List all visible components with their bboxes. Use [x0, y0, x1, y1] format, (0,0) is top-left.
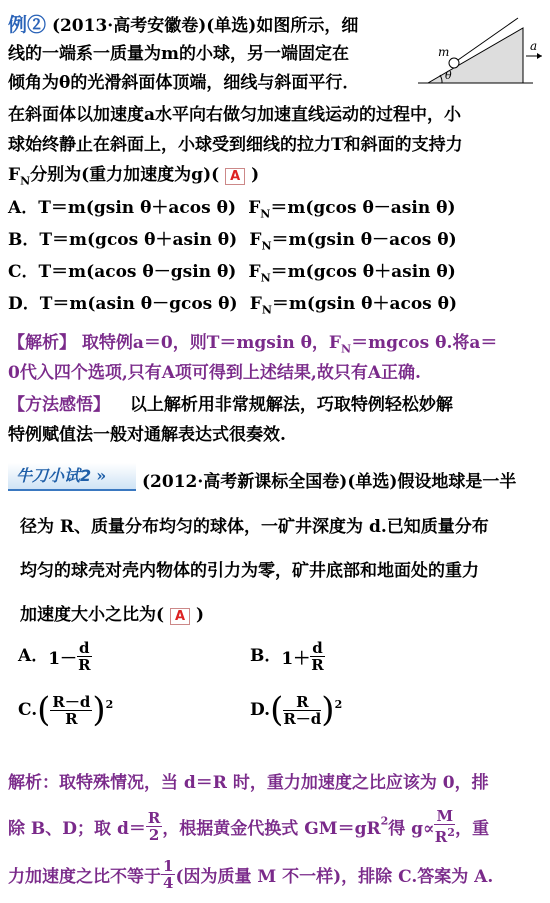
figure-label-m: m — [438, 45, 450, 59]
ex2-line1: (2012·高考新课标全国卷)(单选)假设地球是一半 — [142, 472, 517, 492]
figure-label-theta: θ — [445, 69, 452, 82]
ex1-line5: 球始终静止在斜面上，小球受到细线的拉力T和斜面的支持力 — [8, 135, 463, 155]
analysis1-line1: 【解析】 取特例a＝0，则T＝mgsin θ，$F_N=mgcos$ θ.将a＝ — [8, 333, 498, 356]
option-b-2: B．1＋ $\frac{d}{R}$ — [250, 639, 324, 674]
figure-label-a: a — [530, 39, 538, 53]
ex2-line2: 径为 R、质量分布均匀的球体，一矿井深度为 d.已知质量分布 — [20, 517, 489, 537]
example-badge: 例② — [8, 14, 47, 36]
option-d-2: D.( $\frac{R}{R-d}$ )$^2$ — [250, 690, 343, 730]
analysis-tag: 【解析】 — [8, 333, 76, 353]
option-a: A．T＝m(gsin θ＋acos θ) $F_N=m(gcos$ θ－asin θ) — [8, 198, 456, 221]
method-tag: 【方法感悟】 — [8, 395, 110, 415]
analysis2-line1: 解析：取特殊情况，当 d＝R 时，重力加速度之比应该为 0，排 — [8, 773, 489, 793]
method-line1: 【方法感悟】 以上解析用非常规解法，巧取特例轻松妙解 — [8, 395, 453, 415]
option-c-2: C.( $\frac{R-d}{R}$ )$^2$ — [18, 690, 114, 730]
ex2-line3: 均匀的球壳对壳内物体的引力为零，矿井底部和地面处的重力 — [20, 561, 479, 581]
ex1-line4: 在斜面体以加速度a水平向右做匀加速直线运动的过程中，小 — [8, 105, 462, 125]
analysis2-line3: 力加速度之比不等于 $\frac{1}{4}$ (因为质量 M 不一样)，排除 C.答案为 A. — [8, 857, 494, 892]
answer-box-2: A — [170, 608, 190, 625]
analysis2-line2: 除 B、D；取 d＝ $\frac{R}{2}$ ，根据黄金代换式 $GM=gR^2$得 g∝ $\frac{M}{R^2}$ ，重 — [8, 807, 490, 846]
incline-figure — [408, 8, 546, 90]
ex1-line6: $F_N$分别为(重力加速度为g)( A ) — [8, 165, 260, 188]
ex2-line4: 加速度大小之比为( A ) — [20, 605, 204, 625]
ex1-line2: 线的一端系一质量为m的小球，另一端固定在 — [8, 44, 349, 64]
ex1-line3: 倾角为θ的光滑斜面体顶端，细线与斜面平行． — [8, 73, 360, 93]
option-b: B．T＝m(gcos θ＋asin θ) $F_N=m(gsin$ θ－acos θ) — [8, 230, 457, 253]
option-a-2: A．1－ $\frac{d}{R}$ — [18, 639, 91, 674]
chevron-icon: » — [96, 466, 107, 485]
practice-banner: 牛刀小试2 » — [8, 463, 136, 491]
ex1-line1: 例② (2013·高考安徽卷)(单选)如图所示，细 — [8, 14, 359, 36]
answer-box: A — [225, 168, 245, 185]
option-c: C．T＝m(acos θ－gsin θ) $F_N=m(gcos$ θ＋asin θ) — [8, 262, 456, 285]
option-d: D．T＝m(asin θ－gcos θ) $F_N=m(gsin$ θ＋acos θ) — [8, 294, 458, 317]
analysis1-line2: 0代入四个选项,只有A项可得到上述结果,故只有A正确. — [8, 363, 421, 383]
method-line2: 特例赋值法一般对通解表达式很奏效. — [8, 425, 286, 445]
